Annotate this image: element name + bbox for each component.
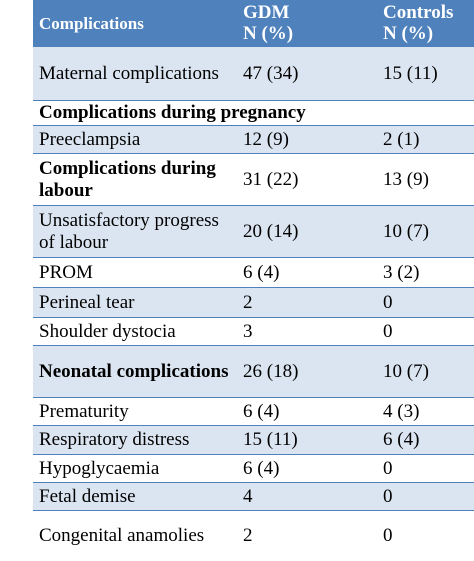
table-row — [33, 101, 474, 126]
row-controls: 0 — [377, 483, 474, 511]
row-gdm: 20 (14) — [237, 206, 377, 258]
header-controls-title: Controls — [383, 2, 454, 23]
row-label: Prematurity — [33, 398, 237, 426]
header-gdm — [237, 0, 377, 47]
row-label: Congenital anamolies — [33, 511, 237, 561]
row-label: Neonatal complications — [33, 346, 237, 398]
row-controls: 0 — [377, 288, 474, 318]
header-complications: Complications — [33, 0, 237, 47]
header-gdm-unit: N (%) — [243, 23, 294, 44]
row-label: Preeclampsia — [33, 126, 237, 154]
table-row — [33, 126, 474, 154]
complications-table-container — [33, 0, 474, 561]
row-label: Complications during labour — [33, 154, 237, 206]
row-controls: 15 (11) — [377, 47, 474, 101]
row-controls: 0 — [377, 511, 474, 561]
table-row — [33, 154, 474, 206]
row-controls: 0 — [377, 455, 474, 483]
row-gdm: 4 — [237, 483, 377, 511]
row-gdm: 12 (9) — [237, 126, 377, 154]
table-row — [33, 318, 474, 346]
complications-table — [33, 0, 474, 561]
row-controls: 3 (2) — [377, 258, 474, 288]
row-label: Fetal demise — [33, 483, 237, 511]
row-label: Perineal tear — [33, 288, 237, 318]
row-controls: 13 (9) — [377, 154, 474, 206]
table-row — [33, 426, 474, 455]
row-controls: 6 (4) — [377, 426, 474, 455]
row-label: PROM — [33, 258, 237, 288]
table-row — [33, 346, 474, 398]
row-gdm: 6 (4) — [237, 455, 377, 483]
header-controls — [377, 0, 474, 47]
table-row — [33, 288, 474, 318]
table-header-row — [33, 0, 474, 47]
table-row — [33, 47, 474, 101]
row-controls: 10 (7) — [377, 206, 474, 258]
row-gdm: 2 — [237, 511, 377, 561]
table-row — [33, 398, 474, 426]
row-label: Shoulder dystocia — [33, 318, 237, 346]
row-gdm: 26 (18) — [237, 346, 377, 398]
table-row — [33, 258, 474, 288]
row-controls: 2 (1) — [377, 126, 474, 154]
row-gdm: 2 — [237, 288, 377, 318]
row-gdm: 47 (34) — [237, 47, 377, 101]
row-controls: 4 (3) — [377, 398, 474, 426]
row-label: Respiratory distress — [33, 426, 237, 455]
row-label: Unsatisfactory progress of labour — [33, 206, 237, 258]
row-gdm: 31 (22) — [237, 154, 377, 206]
table-row — [33, 483, 474, 511]
row-gdm: 3 — [237, 318, 377, 346]
row-controls: 0 — [377, 318, 474, 346]
table-row — [33, 455, 474, 483]
header-controls-unit: N (%) — [383, 23, 434, 44]
header-gdm-title: GDM — [243, 2, 290, 23]
row-controls: 10 (7) — [377, 346, 474, 398]
section-heading: Complications during pregnancy — [33, 101, 474, 126]
row-label: Hypoglycaemia — [33, 455, 237, 483]
table-row — [33, 511, 474, 561]
row-gdm: 6 (4) — [237, 398, 377, 426]
row-label: Maternal complications — [33, 47, 237, 101]
row-gdm: 15 (11) — [237, 426, 377, 455]
row-gdm: 6 (4) — [237, 258, 377, 288]
table-row — [33, 206, 474, 258]
